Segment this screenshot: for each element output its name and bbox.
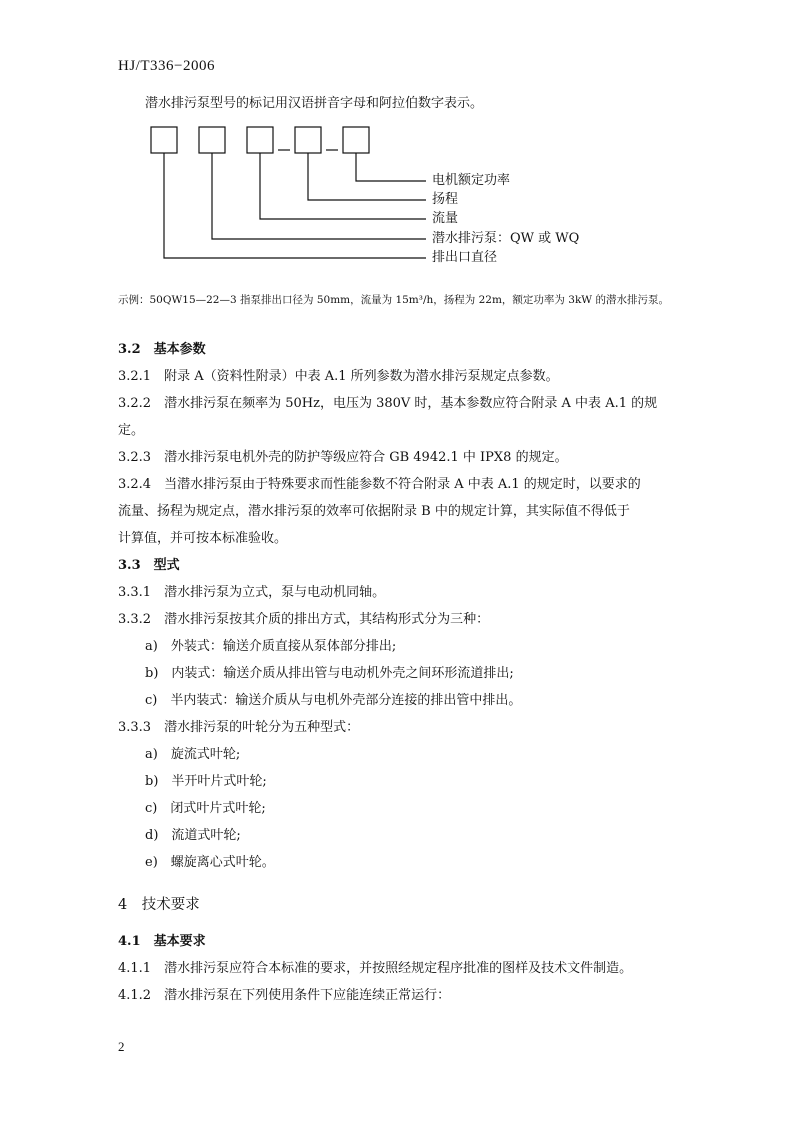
label-motor-power: 电机额定功率 [432, 173, 511, 188]
box-flow [247, 127, 273, 153]
list-item: b) 内装式：输送介质从排出管与电动机外壳之间环形流道排出; [145, 666, 514, 681]
clause-4-1-1: 4.1.1 潜水排污泵应符合本标准的要求，并按照经规定程序批准的图样及技术文件制造。 [118, 961, 633, 976]
leader-outlet-diameter [164, 153, 426, 258]
label-head: 扬程 [432, 192, 459, 207]
leader-pump-type [212, 153, 426, 239]
label-outlet-diameter: 排出口直径 [432, 250, 498, 265]
list-item: e) 螺旋离心式叶轮。 [145, 855, 275, 870]
box-head [295, 127, 321, 153]
leader-power [356, 153, 426, 181]
clause-3-2-4-line3: 计算值，并可按本标准验收。 [118, 531, 288, 546]
clause-3-2-3: 3.2.3 潜水排污泵电机外壳的防护等级应符合 GB 4942.1 中 IPX8 的规定。 [118, 450, 568, 465]
leader-flow [260, 153, 426, 219]
section-4-1-title: 4.1 基本要求 [118, 934, 206, 949]
clause-3-3-3: 3.3.3 潜水排污泵的叶轮分为五种型式： [118, 720, 360, 735]
model-intro-text: 潜水排污泵型号的标记用汉语拼音字母和阿拉伯数字表示。 [145, 96, 484, 111]
document-code-header: HJ/T336−2006 [118, 58, 215, 74]
page-number: 2 [118, 1039, 125, 1054]
list-item: c) 半内装式：输送介质从与电机外壳部分连接的排出管中排出。 [145, 693, 522, 708]
list-item: a) 旋流式叶轮; [145, 747, 241, 762]
model-example: 示例：50QW15—22—3 指泵排出口径为 50mm，流量为 15m³/h，扬程为 22m，额定功率为 3kW 的潜水排污泵。 [118, 294, 669, 306]
label-pump-type: 潜水排污泵：QW 或 WQ [432, 231, 580, 246]
clause-3-2-4-line2: 流量、扬程为规定点，潜水排污泵的效率可依据附录 B 中的规定计算，其实际值不得低于 [118, 504, 630, 519]
list-item: b) 半开叶片式叶轮; [145, 774, 267, 789]
clause-3-2-2-line2: 定。 [118, 423, 145, 438]
label-flow: 流量 [432, 211, 459, 226]
box-outlet-diameter [151, 127, 177, 153]
list-item: a) 外装式：输送介质直接从泵体部分排出; [145, 639, 397, 654]
clause-3-3-2: 3.3.2 潜水排污泵按其介质的排出方式，其结构形式分为三种： [118, 612, 490, 627]
clause-4-1-2: 4.1.2 潜水排污泵在下列使用条件下应能连续正常运行： [118, 988, 451, 1003]
clause-3-3-1: 3.3.1 潜水排污泵为立式，泵与电动机同轴。 [118, 585, 386, 600]
leader-head [308, 153, 426, 200]
clause-3-2-2-line1: 3.2.2 潜水排污泵在频率为 50Hz，电压为 380V 时，基本参数应符合附录 A 中表 A.1 的规 [118, 396, 658, 411]
box-pump-type [199, 127, 225, 153]
section-3-3-title: 3.3 型式 [118, 558, 180, 573]
section-3-2-title: 3.2 基本参数 [118, 342, 206, 357]
clause-3-2-4-line1: 3.2.4 当潜水排污泵由于特殊要求而性能参数不符合附录 A 中表 A.1 的规定时，以要求的 [118, 477, 641, 492]
list-item: c) 闭式叶片式叶轮; [145, 801, 266, 816]
section-4-title: 4 技术要求 [118, 897, 200, 913]
clause-3-2-1: 3.2.1 附录 A（资料性附录）中表 A.1 所列参数为潜水排污泵规定点参数。 [118, 369, 559, 384]
box-power [343, 127, 369, 153]
list-item: d) 流道式叶轮; [145, 828, 241, 843]
